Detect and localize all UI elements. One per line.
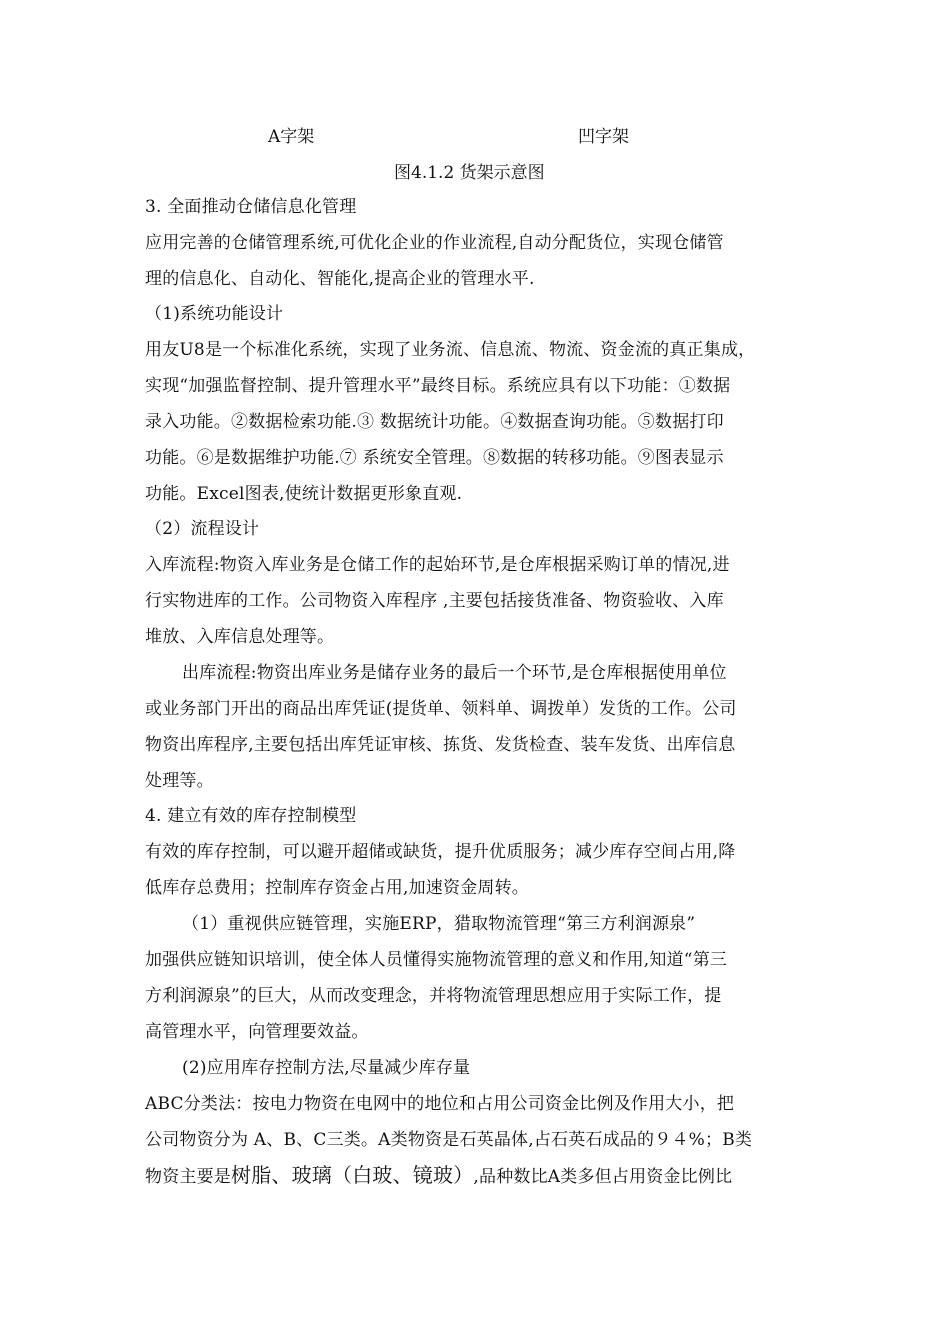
- paragraph-line: 功能。⑥是数据维护功能.⑦ 系统安全管理。⑧数据的转移功能。⑨图表显示: [145, 448, 724, 468]
- subheading-supply-chain: （1）重视供应链管理，实施ERP，猎取物流管理“第三方利润源泉”: [182, 914, 696, 934]
- paragraph-line: [145, 1163, 825, 1189]
- paragraph-line: 物资出库程序,主要包括出库凭证审核、拣货、发货检查、装车发货、出库信息: [145, 735, 736, 755]
- text-segment-large: 树脂、玻璃（白玻、镜玻）: [231, 1163, 474, 1187]
- section-heading-3: 3. 全面推动仓储信息化管理: [145, 197, 357, 217]
- section-heading-4: 4. 建立有效的库存控制模型: [145, 806, 357, 826]
- paragraph-line: 用友U8是一个标准化系统，实现了业务流、信息流、物流、资金流的真正集成，: [145, 340, 756, 360]
- paragraph-line: 方利润源泉”的巨大，从而改变理念，并将物流管理思想应用于实际工作，提: [145, 986, 722, 1006]
- paragraph-line: 实现“加强监督控制、提升管理水平”最终目标。系统应具有以下功能：①数据: [145, 376, 731, 396]
- paragraph-line: 入库流程:物资入库业务是仓储工作的起始环节,是仓库根据采购订单的情况,进: [145, 555, 730, 575]
- paragraph-line: 行实物进库的工作。公司物资入库程序 ,主要包括接货准备、物资验收、入库: [145, 591, 724, 611]
- paragraph-line: 应用完善的仓储管理系统,可优化企业的作业流程,自动分配货位，实现仓储管: [145, 233, 724, 253]
- paragraph-line: 录入功能。②数据检索功能.③ 数据统计功能。④数据查询功能。⑤数据打印: [145, 412, 724, 432]
- subheading-inventory-control: (2)应用库存控制方法,尽量减少库存量: [182, 1058, 471, 1078]
- paragraph-line: 加强供应链知识培训，使全体人员懂得实施物流管理的意义和作用,知道“第三: [145, 950, 728, 970]
- subheading-system-function: （1)系统功能设计: [145, 304, 284, 324]
- paragraph-line: 或业务部门开出的商品出库凭证(提货单、领料单、调拨单）发货的工作。公司: [145, 699, 737, 719]
- paragraph-line: 低库存总费用；控制库存资金占用,加速资金周转。: [145, 878, 530, 898]
- paragraph-line: 理的信息化、自动化、智能化,提高企业的管理水平.: [145, 269, 535, 289]
- text-segment: 物资主要是: [145, 1167, 231, 1187]
- subheading-process-design: （2）流程设计: [145, 519, 260, 539]
- paragraph-line: 堆放、入库信息处理等。: [145, 627, 335, 647]
- paragraph-line: 高管理水平，向管理要效益。: [145, 1022, 369, 1042]
- paragraph-line: ABC分类法：按电力物资在电网中的地位和占用公司资金比例及作用大小，把: [145, 1094, 735, 1114]
- figure-caption: 图4.1.2 货架示意图: [394, 163, 545, 183]
- text-segment: ,品种数比A类多但占用资金比例比: [473, 1167, 733, 1187]
- figure-label-concave-frame: 凹字架: [578, 127, 629, 147]
- paragraph-line: 公司物资分为 A、B、C三类。A类物资是石英晶体,占石英石成品的９４%；B类: [145, 1130, 753, 1150]
- paragraph-line: 出库流程:物资出库业务是储存业务的最后一个环节,是仓库根据使用单位: [182, 663, 727, 683]
- paragraph-line: 有效的库存控制，可以避开超储或缺货，提升优质服务；减少库存空间占用,降: [145, 842, 736, 862]
- figure-label-a-frame: A字架: [268, 127, 315, 147]
- paragraph-line: 功能。Excel图表,使统计数据更形象直观.: [145, 484, 463, 504]
- paragraph-line: 处理等。: [145, 771, 214, 791]
